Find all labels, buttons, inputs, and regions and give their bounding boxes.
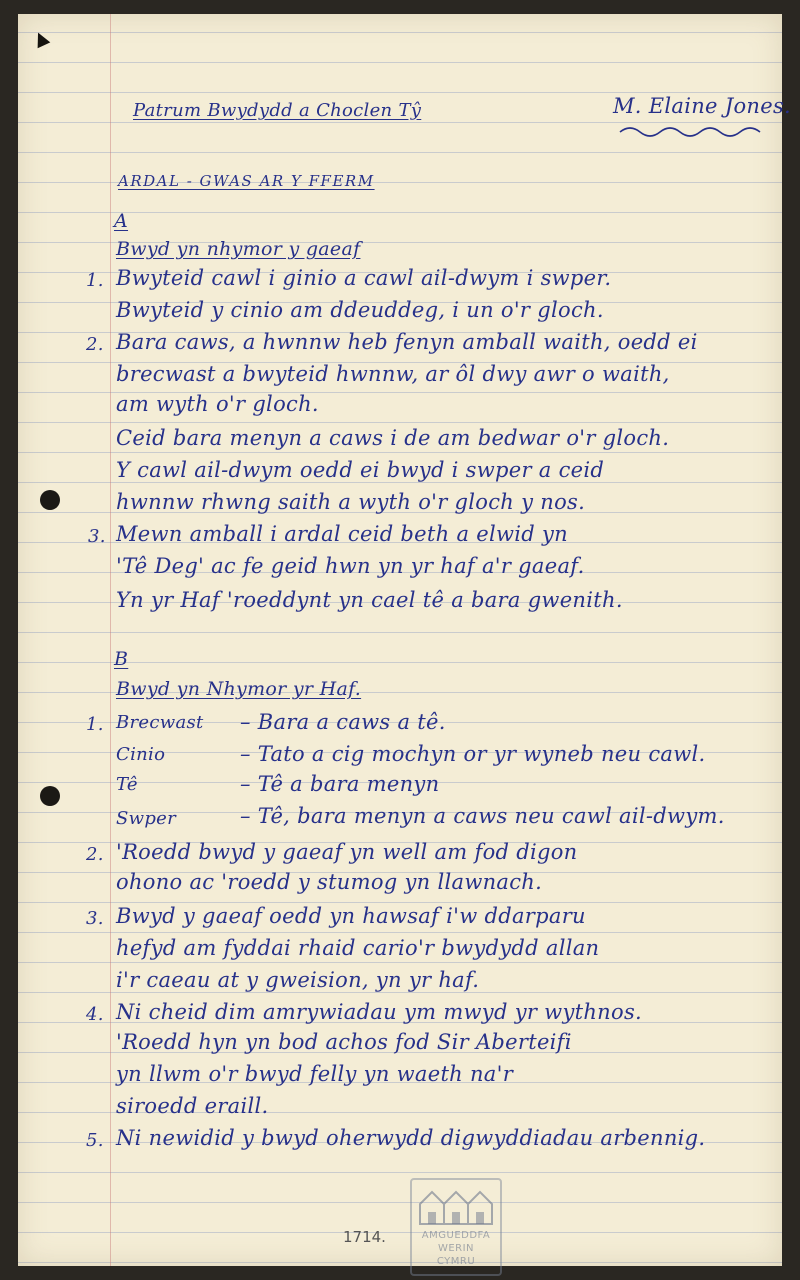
section-b-heading: Bwyd yn Nhymor yr Haf. xyxy=(116,678,362,700)
section-b-marker: B xyxy=(114,648,129,670)
text-line: 'Roedd hyn yn bod achos fod Sir Aberteifi xyxy=(116,1030,572,1054)
meal-text: – Bara a caws a tê. xyxy=(240,710,446,734)
text-line: Bwyd y gaeaf oedd yn hawsaf i'w ddarparu xyxy=(116,904,586,928)
punch-hole-upper xyxy=(40,490,60,510)
text-line: Bwyteid y cinio am ddeuddeg, i un o'r gloch. xyxy=(116,298,604,322)
page-title: Patrum Bwydydd a Choclen Tŷ xyxy=(133,100,422,121)
text-line: Yn yr Haf 'roeddynt yn cael tê a bara gwenith. xyxy=(116,588,623,612)
text-line: hefyd am fyddai rhaid cario'r bwydydd allan xyxy=(116,936,600,960)
text-line: Bwyteid cawl i ginio a cawl ail-dwym i swper. xyxy=(116,266,612,290)
text-line: ohono ac 'roedd y stumog yn llawnach. xyxy=(116,870,543,894)
signature-flourish xyxy=(618,124,778,140)
text-line: brecwast a bwyteid hwnnw, ar ôl dwy awr o waith, xyxy=(116,362,670,386)
notebook-page xyxy=(18,14,792,1267)
author-signature: M. Elaine Jones. xyxy=(613,94,792,118)
text-line: hwnnw rhwng saith a wyth o'r gloch y nos. xyxy=(116,490,586,514)
item-number: 5. xyxy=(86,1130,104,1151)
item-number: 2. xyxy=(86,844,104,865)
text-line: Ni cheid dim amrywiadau ym mwyd yr wythnos. xyxy=(116,1000,642,1024)
item-number: 1. xyxy=(86,270,104,291)
text-line: Y cawl ail-dwym oedd ei bwyd i swper a ceid xyxy=(116,458,605,482)
item-number: 4. xyxy=(86,1004,104,1025)
text-line: Bara caws, a hwnnw heb fenyn amball waith, oedd ei xyxy=(116,330,698,354)
meal-label: Cinio xyxy=(116,744,166,765)
text-line: i'r caeau at y gweision, yn yr haf. xyxy=(116,968,480,992)
meal-label: Swper xyxy=(116,808,177,829)
page-number: 1714. xyxy=(343,1228,386,1246)
text-line: yn llwm o'r bwyd felly yn waeth na'r xyxy=(116,1062,514,1086)
meal-label: Brecwast xyxy=(116,712,204,733)
stamp-line: CYMRU xyxy=(436,1256,476,1267)
text-line: Ni newidid y bwyd oherwydd digwyddiadau arbennig. xyxy=(116,1126,706,1150)
meal-text: – Tato a cig mochyn or yr wyneb neu cawl. xyxy=(240,742,706,766)
ink-blot xyxy=(32,30,51,49)
punch-hole-lower xyxy=(40,786,60,806)
item-number: 3. xyxy=(88,526,106,547)
stamp-line: AMGUEDDFA xyxy=(421,1230,491,1241)
meal-text: – Tê a bara menyn xyxy=(240,772,440,796)
margin-line xyxy=(110,14,111,1266)
section-a-marker: A xyxy=(114,210,129,232)
text-line: Mewn amball i ardal ceid beth a elwid yn xyxy=(116,522,568,546)
stamp-line: WERIN xyxy=(437,1243,475,1254)
section-a-heading: Bwyd yn nhymor y gaeaf xyxy=(116,238,361,260)
meal-text: – Tê, bara menyn a caws neu cawl ail-dwym. xyxy=(240,804,725,828)
houses-icon xyxy=(418,1186,494,1226)
text-line: siroedd eraill. xyxy=(116,1094,269,1118)
text-line: 'Tê Deg' ac fe geid hwn yn yr haf a'r gaeaf. xyxy=(116,554,585,578)
text-line: 'Roedd bwyd y gaeaf yn well am fod digon xyxy=(116,840,578,864)
text-line: am wyth o'r gloch. xyxy=(116,392,319,416)
ardal-heading: ARDAL - GWAS AR Y FFERM xyxy=(118,172,375,190)
meal-label: Tê xyxy=(116,774,138,795)
item-number: 2. xyxy=(86,334,104,355)
item-number: 1. xyxy=(86,714,104,735)
museum-stamp xyxy=(410,1178,502,1276)
text-line: Ceid bara menyn a caws i de am bedwar o'r gloch. xyxy=(116,426,670,450)
item-number: 3. xyxy=(86,908,104,929)
